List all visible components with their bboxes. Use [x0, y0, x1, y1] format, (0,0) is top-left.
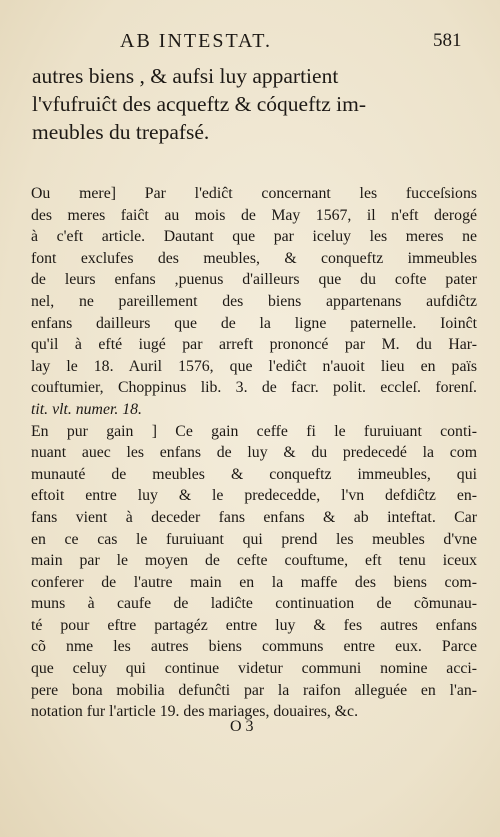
text-line: des meres faiĉt au mois de May 1567, il n'eft derogé	[31, 206, 477, 224]
text-line: main par le moyen de cefte couftume, eft tenu iceux	[31, 552, 477, 570]
text-line: eftoit entre luy & le predecedde, l'vn defdiĉtz en-	[31, 487, 477, 505]
text-line: autres biens , & aufsi luy appartient	[32, 64, 339, 88]
opening-text	[32, 62, 477, 146]
text-line: En pur gain ] Ce gain ceffe fi le furuiuant conti-	[31, 422, 477, 440]
text-line: cõ nme les autres biens communs entre eux. Parce	[31, 638, 477, 656]
text-line: meubles du trepafsé.	[32, 120, 210, 144]
text-line: muns à caufe de ladiĉte continuation de cõmunau-	[31, 595, 477, 613]
text-line: font exclufes des meubles, & conqueftz immeubles	[31, 249, 477, 267]
running-title: AB INTESTAT.	[120, 30, 273, 52]
text-line: Ou mere] Par l'ediĉt concernant les fucceſsions	[31, 185, 477, 202]
text-line: conferer de l'autre main en la maffe des biens com-	[31, 573, 477, 591]
text-line: tit. vlt. numer. 18.	[31, 400, 143, 418]
text-line: de leurs enfans ,puenus d'ailleurs que du cofte pater	[31, 271, 477, 289]
text-line: que celuy qui continue videtur communi nomine acci-	[31, 660, 477, 678]
paragraph-en-pur-gain	[31, 421, 477, 723]
text-line: en ce cas le furuiuant qui prend les meubles d'vne	[31, 530, 477, 548]
text-line: munauté de meubles & conqueftz immeubles, qui	[31, 465, 477, 483]
text-line: fans vient à deceder fans enfans & ab inteftat. Car	[31, 508, 477, 526]
text-line: à c'eft article. Dautant que par iceluy les meres ne	[31, 228, 477, 246]
text-line: qu'il à efté iugé par arreft prononcé par M. du Har-	[31, 336, 477, 354]
commentary-text	[31, 183, 477, 723]
text-line: enfans dailleurs que de la ligne paternelle. Ioinĉt	[31, 314, 477, 332]
text-line: lay le 18. Auril 1576, que l'ediĉt n'auoit lieu en païs	[31, 357, 477, 375]
text-line: notation fur l'article 19. des mariages, douaires, &c.	[31, 703, 359, 721]
text-line: té pour eftre partagéz entre luy & fes autres enfans	[31, 616, 477, 634]
paragraph-ou-mere	[31, 183, 477, 421]
text-line: nel, ne pareillement des biens appartenans aufdiĉtz	[31, 292, 477, 310]
page-number: 581	[433, 30, 462, 51]
text-line: couftumier, Choppinus lib. 3. de facr. polit. eccleſ. forenſ.	[31, 379, 477, 397]
text-line: l'vfufruiĉt des acqueftz & cóqueftz im-	[32, 92, 366, 116]
text-line: nuant auec les enfans de luy & du predecedé la com	[31, 444, 477, 462]
text-line: pere bona mobilia defunĉti par la raifon alleguée en l'an-	[31, 681, 477, 699]
signature-mark: O 3	[230, 718, 254, 735]
